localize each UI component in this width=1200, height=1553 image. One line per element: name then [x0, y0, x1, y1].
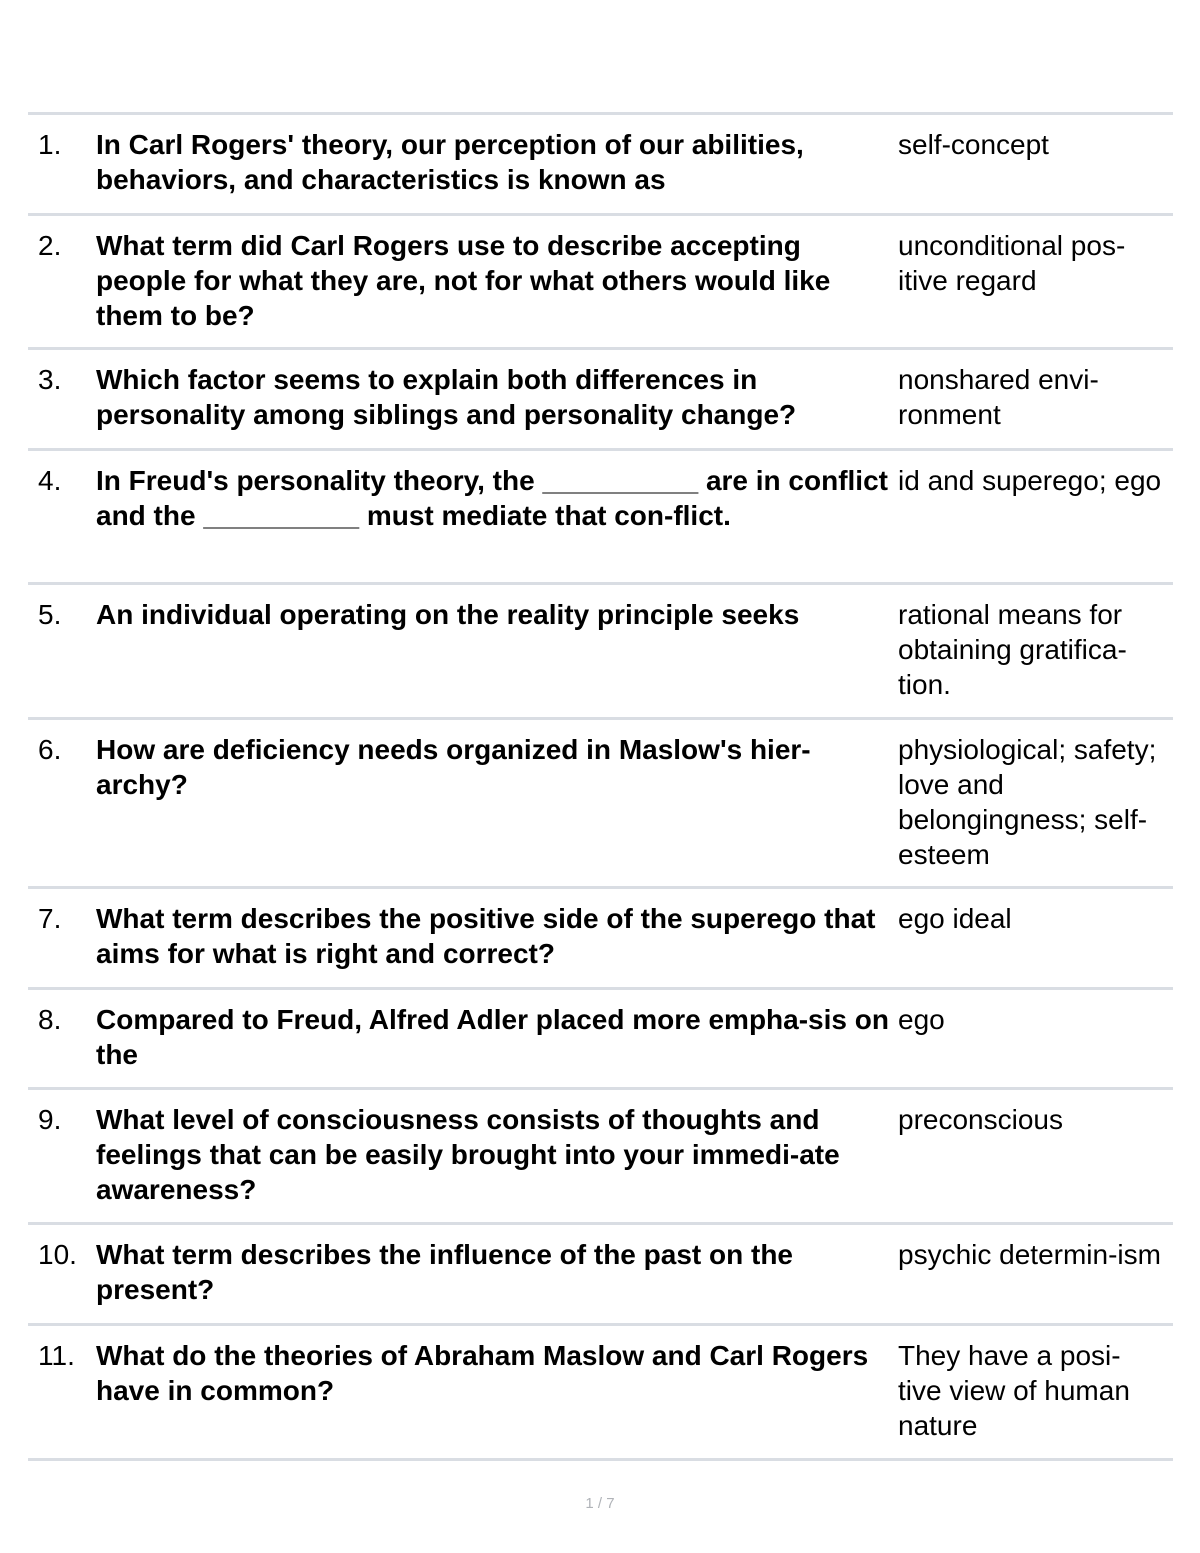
question-text: What term did Carl Rogers use to describe accepting people for what they are, not for what others would like them to be? — [96, 230, 831, 331]
question-number: 7. — [38, 903, 62, 934]
question-number: 6. — [38, 734, 62, 765]
qa-row — [28, 350, 1173, 451]
question-number: 9. — [38, 1104, 62, 1135]
question-text: In Carl Rogers' theory, our perception of our abilities, behaviors, and characteristics is known as — [96, 129, 804, 195]
question-number: 10. — [38, 1239, 77, 1270]
question-text: Compared to Freud, Alfred Adler placed more empha-sis on the — [96, 1004, 889, 1070]
question-text: Which factor seems to explain both differences in personality among siblings and personality change? — [96, 364, 797, 430]
qa-row — [28, 889, 1173, 990]
question-number: 1. — [38, 129, 62, 160]
qa-row — [28, 1090, 1173, 1225]
answer-text: ego ideal — [898, 903, 1012, 934]
answer-text: self-concept — [898, 129, 1049, 160]
answer-text: rational means for obtaining gratifica-tion. — [898, 599, 1127, 700]
question-text: What term describes the influence of the past on the present? — [96, 1239, 793, 1305]
answer-text: physiological; safety; love and belongingness; self-esteem — [898, 734, 1157, 870]
question-text: What level of consciousness consists of thoughts and feelings that can be easily brought into your immedi-ate awareness? — [96, 1104, 840, 1205]
question-text: What do the theories of Abraham Maslow and Carl Rogers have in common? — [96, 1340, 869, 1406]
answer-text: id and superego; ego — [898, 465, 1162, 496]
qa-row — [28, 451, 1173, 585]
question-number: 3. — [38, 364, 62, 395]
page-number: 1 / 7 — [585, 1495, 615, 1512]
answer-text: ego — [898, 1004, 945, 1035]
question-text: An individual operating on the reality principle seeks — [96, 599, 800, 630]
qa-row — [28, 115, 1173, 216]
question-number: 4. — [38, 465, 62, 496]
answer-text: preconscious — [898, 1104, 1063, 1135]
question-number: 8. — [38, 1004, 62, 1035]
question-number: 5. — [38, 599, 62, 630]
answer-text: nonshared envi-ronment — [898, 364, 1099, 430]
qa-row — [28, 1225, 1173, 1326]
qa-row — [28, 216, 1173, 350]
qa-row — [28, 585, 1173, 720]
question-number: 11. — [38, 1340, 75, 1371]
question-text: What term describes the positive side of the superego that aims for what is right and correct? — [96, 903, 876, 969]
qa-row — [28, 990, 1173, 1090]
answer-text: They have a posi-tive view of human nature — [898, 1340, 1130, 1441]
qa-row — [28, 720, 1173, 889]
question-text: In Freud's personality theory, the __________ are in conflict and the __________ must mediate that con-flict. — [96, 465, 888, 531]
flashcard-list — [28, 112, 1173, 1461]
qa-row — [28, 1326, 1173, 1461]
question-text: How are deficiency needs organized in Maslow's hier-archy? — [96, 734, 811, 800]
question-number: 2. — [38, 230, 62, 261]
answer-text: psychic determin-ism — [898, 1239, 1161, 1270]
answer-text: unconditional pos-itive regard — [898, 230, 1126, 296]
